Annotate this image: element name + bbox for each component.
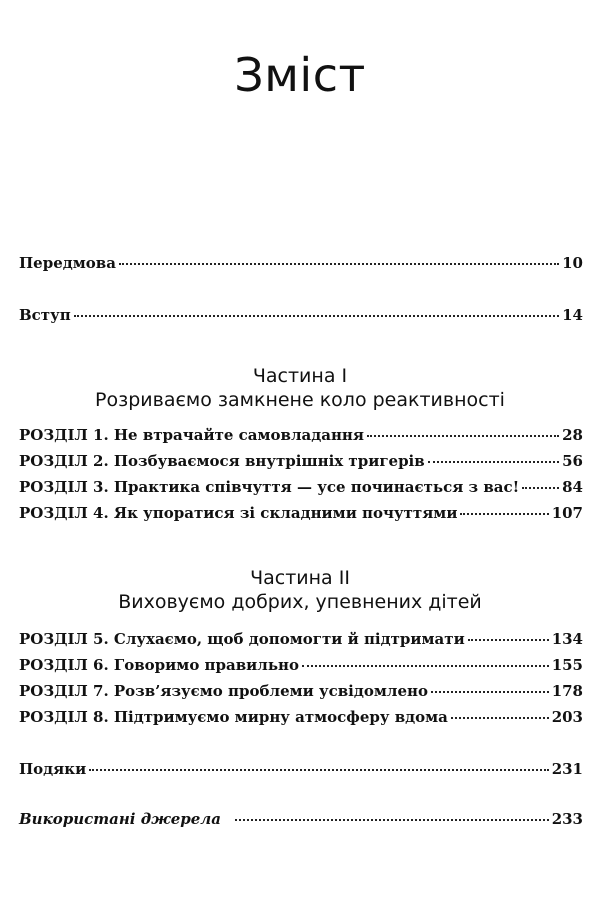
entry-page: 233 (551, 810, 583, 828)
leader-dots (74, 315, 559, 317)
entry-label: РОЗДІЛ 6. Говоримо правильно (19, 656, 300, 674)
toc-back-matter (19, 760, 583, 836)
toc-entry-chapter-7[interactable] (19, 682, 583, 708)
part-2-chapters (19, 630, 583, 734)
entry-label: Вступ (19, 306, 71, 324)
leader-dots (89, 769, 548, 771)
entry-label: Передмова (19, 254, 116, 272)
entry-label: РОЗДІЛ 8. Підтримуємо мирну атмосферу вдома (19, 708, 448, 726)
entry-page: 178 (551, 682, 583, 700)
entry-label: РОЗДІЛ 3. Практика співчуття — усе починається з вас! (19, 478, 520, 496)
part-subtitle: Розриваємо замкнене коло реактивності (95, 389, 505, 411)
entry-label: Використані джерела (19, 810, 222, 828)
entry-page: 84 (562, 478, 583, 496)
entry-page: 28 (562, 426, 583, 444)
leader-dots (451, 717, 549, 719)
page-title: Зміст (234, 48, 366, 102)
leader-dots (468, 639, 549, 641)
part-2-heading (0, 566, 600, 614)
toc-entry-foreword[interactable] (19, 254, 583, 280)
entry-page: 10 (562, 254, 583, 272)
part-subtitle: Виховуємо добрих, упевнених дітей (118, 591, 482, 613)
toc-front-matter (19, 254, 583, 332)
toc-entry-chapter-3[interactable] (19, 478, 583, 504)
toc-entry-chapter-8[interactable] (19, 708, 583, 734)
leader-dots (119, 263, 559, 265)
part-1-chapters (19, 426, 583, 530)
leader-dots (367, 435, 559, 437)
entry-page: 203 (551, 708, 583, 726)
toc-entry-chapter-2[interactable] (19, 452, 583, 478)
entry-label: РОЗДІЛ 4. Як упоратися зі складними почуттями (19, 504, 458, 522)
toc-entry-introduction[interactable] (19, 306, 583, 332)
entry-label: РОЗДІЛ 7. Розв’язуємо проблеми усвідомлено (19, 682, 428, 700)
leader-dots (302, 665, 549, 667)
toc-entry-chapter-5[interactable] (19, 630, 583, 656)
entry-page: 155 (551, 656, 583, 674)
entry-page: 14 (562, 306, 583, 324)
entry-label: Подяки (19, 760, 87, 778)
leader-dots (235, 819, 549, 821)
part-title: Частина І (252, 365, 348, 387)
entry-page: 134 (551, 630, 583, 648)
toc-entry-acknowledgements[interactable] (19, 760, 583, 786)
toc-entry-chapter-4[interactable] (19, 504, 583, 530)
toc-entry-references[interactable] (19, 810, 583, 836)
leader-dots (431, 691, 549, 693)
entry-label: РОЗДІЛ 2. Позбуваємося внутрішніх тригерів (19, 452, 425, 470)
toc-entry-chapter-1[interactable] (19, 426, 583, 452)
entry-page: 107 (551, 504, 583, 522)
toc-entry-chapter-6[interactable] (19, 656, 583, 682)
entry-label: РОЗДІЛ 5. Слухаємо, щоб допомогти й підтримати (19, 630, 465, 648)
leader-dots (522, 487, 559, 489)
leader-dots (460, 513, 548, 515)
entry-page: 56 (562, 452, 583, 470)
part-title: Частина ІІ (250, 567, 350, 589)
entry-page: 231 (551, 760, 583, 778)
part-1-heading (0, 364, 600, 412)
leader-dots (428, 461, 559, 463)
entry-label: РОЗДІЛ 1. Не втрачайте самовладання (19, 426, 364, 444)
